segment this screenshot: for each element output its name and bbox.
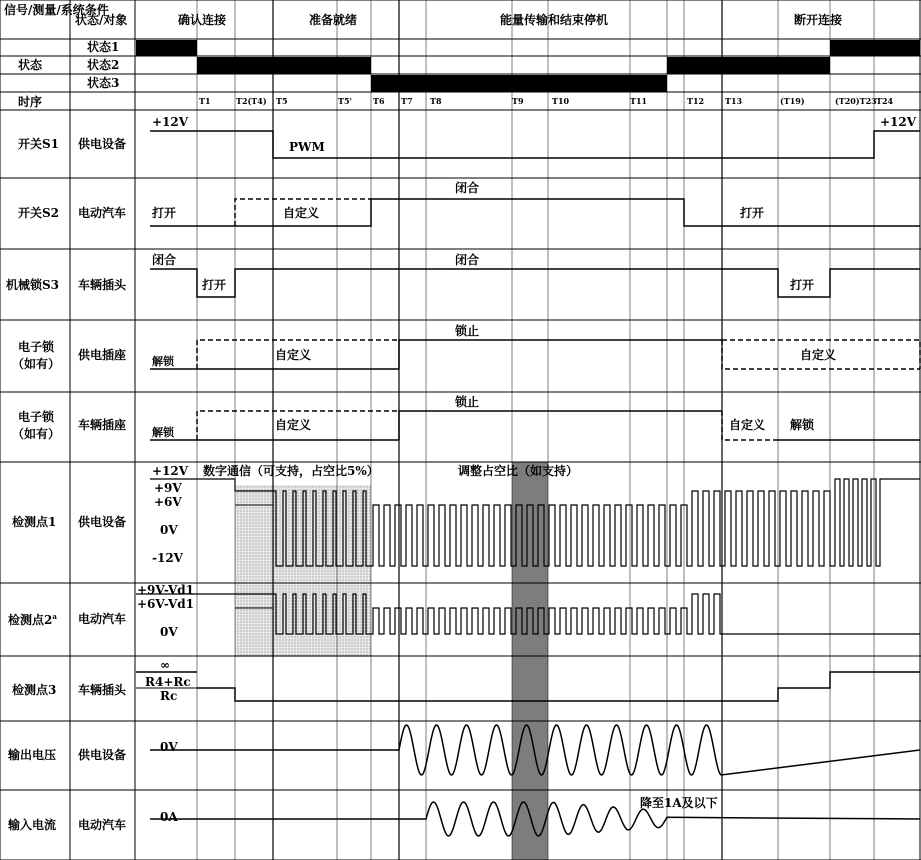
s1-high-label: +12V [152,115,189,129]
elock-socket-custom-end-label: 自定义 [800,348,837,362]
timing-marker-t11: T11 [630,96,648,106]
signal-iin-object: 电动汽车 [78,818,127,832]
elock-inlet-custom-end-label: 自定义 [729,418,766,432]
timing-marker-t13: T13 [725,96,743,106]
signal-elock-inlet-name: 电子锁 （如有） [11,410,60,441]
signal-cp1-name: 检测点1 [12,515,57,529]
vout-level-0v: 0V [160,740,178,754]
cp1-level-12v: +12V [152,464,189,478]
signal-vout-name: 输出电压 [8,748,57,762]
iin-level-0a: 0A [160,810,178,824]
elock-inlet-unlock-label: 解锁 [152,426,174,439]
signal-column-header: 信号/测量/系统条件 [4,3,109,17]
timing-marker-t5p: T5' [338,96,352,106]
signal-s1-name: 开关S1 [18,137,60,151]
s2-open-end-label: 打开 [740,206,765,220]
s3-closed-label: 闭合 [152,253,177,267]
cp3-level-r4rc: R4+Rc [145,675,191,689]
timing-marker-t5: T5 [276,96,288,106]
timing-label: 时序 [18,95,43,109]
signal-cp2-object: 电动汽车 [78,612,127,626]
s3-open-end-label: 打开 [790,278,815,292]
signal-s3-name: 机械锁S3 [6,278,60,292]
cp2-level-9v: +9V-Vd1 [137,583,194,597]
timing-marker-t19: (T19) [780,96,805,106]
s1-high-end-label: +12V [880,115,917,129]
signal-cp2-name: 检测点2$^a$ [8,612,57,627]
signal-elock-socket-name: 电子锁 （如有） [11,340,60,371]
state1-bar-start [136,40,197,56]
state1-bar-end [830,40,920,56]
timing-marker-t2: T2(T4) [236,96,267,106]
phase-confirm-connection: 确认连接 [178,13,227,27]
timing-marker-t6: T6 [373,96,385,106]
timing-marker-t24: T24 [876,96,894,106]
s1-waveform [150,131,920,158]
signal-iin-name: 输入电流 [8,818,57,832]
state-row-2: 状态2 [87,58,120,72]
cp1-level-0v: 0V [160,523,178,537]
cp1-adjust-duty-note: 调整占空比（如支持） [458,464,579,478]
signal-cp3-name: 检测点3 [12,683,57,697]
cp3-waveform [197,672,920,701]
state-label: 状态 [18,58,43,72]
signal-vout-object: 供电设备 [78,748,127,762]
s1-pwm-label: PWM [289,140,325,154]
cp1-digital-comm-note: 数字通信（可支持，占空比5%） [203,464,379,478]
timing-marker-t8: T8 [430,96,442,106]
timing-marker-t1: T1 [199,96,211,106]
signal-elock-socket-object: 供电插座 [78,348,127,362]
signal-elock-inlet-object: 车辆插座 [78,418,127,432]
elock-socket-locked-line [399,340,722,369]
iin-reduce-note: 降至1A及以下 [640,796,718,810]
cp3-level-infinity: ∞ [160,658,170,672]
state-object-column-header: 状态/对象 [75,13,128,27]
s2-open-label: 打开 [152,206,177,220]
state-row-1: 状态1 [87,40,120,54]
timing-marker-t20-t23: (T20)T23 [835,96,877,106]
state3-bar [371,75,667,92]
cp1-level-9v: +9V [154,481,182,495]
adjust-duty-shaded-region [512,462,548,860]
signal-s1-object: 供电设备 [78,137,127,151]
s2-closed-label: 闭合 [455,181,480,195]
state-row-3: 状态3 [87,76,120,90]
s2-custom-label: 自定义 [283,206,320,220]
elock-inlet-locked-line [399,411,722,440]
s3-open-label: 打开 [202,278,227,292]
cp2-footnote-marker: a [52,612,57,621]
signal-s2-name: 开关S2 [18,206,60,220]
state2-bar-end [667,57,830,74]
cp3-level-rc: Rc [160,689,178,703]
timing-marker-t9: T9 [512,96,524,106]
phase-disconnect: 断开连接 [794,13,843,27]
s2-waveform [235,199,920,226]
elock-inlet-locked-label: 锁止 [455,395,480,409]
phase-ready: 准备就绪 [309,13,358,27]
signal-cp1-object: 供电设备 [78,515,127,529]
elock-socket-locked-label: 锁止 [455,324,480,338]
state2-bar-start [197,57,371,74]
cp1-level-6v: +6V [154,495,182,509]
cp2-level-0v: 0V [160,625,178,639]
signal-s2-object: 电动汽车 [78,206,127,220]
timing-marker-t10: T10 [552,96,570,106]
elock-inlet-custom-label: 自定义 [275,418,312,432]
cp1-level-minus12v: -12V [152,551,183,565]
signal-cp3-object: 车辆插头 [78,683,127,697]
elock-inlet-unlock-end-label: 解锁 [790,418,815,432]
cp2-level-6v: +6V-Vd1 [137,597,194,611]
elock-socket-custom-label: 自定义 [275,348,312,362]
s3-closed-mid-label: 闭合 [455,253,480,267]
elock-socket-unlock-label: 解锁 [152,355,174,368]
timing-marker-t12: T12 [687,96,705,106]
phase-energy-transfer: 能量传输和结束停机 [500,13,609,27]
timing-marker-t7: T7 [401,96,413,106]
signal-s3-object: 车辆插头 [78,278,127,292]
